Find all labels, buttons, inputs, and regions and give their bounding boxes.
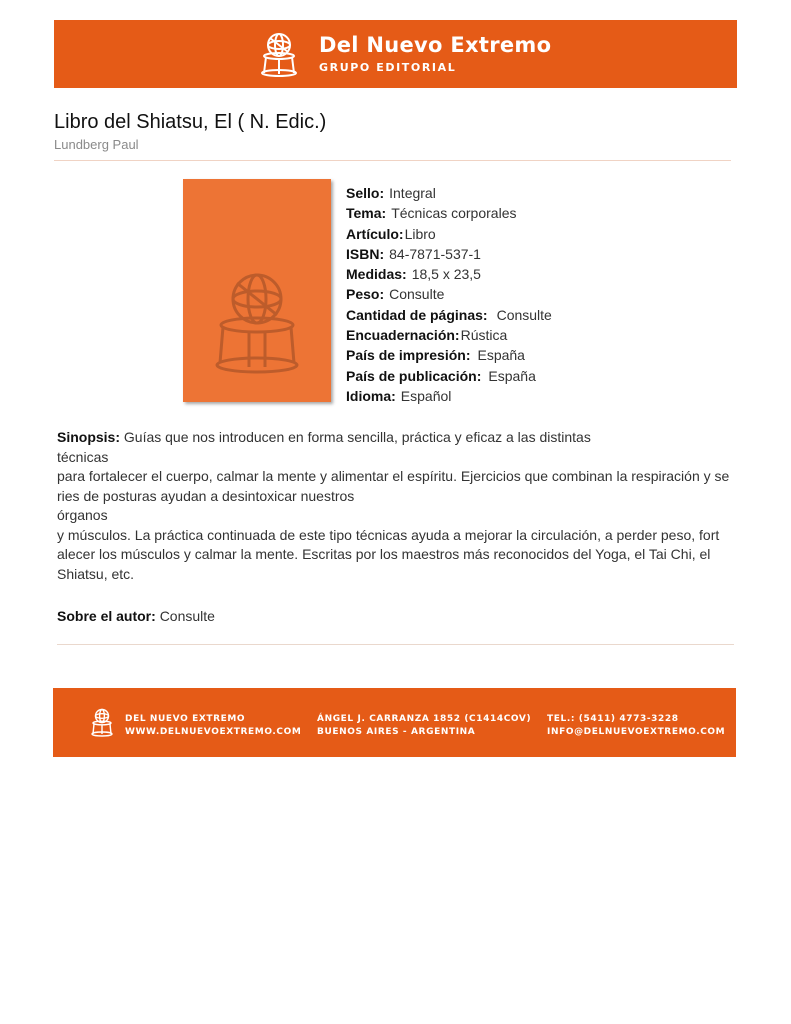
divider [54,160,731,161]
spec-sello [346,183,552,203]
spec-peso [346,284,552,304]
book-specs [346,183,552,406]
footer-publisher [125,713,301,739]
armillary-sphere-icon [258,29,300,79]
spec-articulo [346,224,552,244]
spec-label: Tema: [346,205,387,222]
synopsis-line: Shiatsu, etc. [57,565,135,582]
synopsis-line: alecer los músculos y calmar la mente. Escritas por los maestros más reconocidos del Yoga, el Tai Chi, el [57,546,711,562]
spec-value: Rústica [460,327,508,344]
spec-label: Peso: [346,286,385,303]
footer-street: ÁNGEL J. CARRANZA 1852 (C1414COV) [317,714,532,724]
spec-label: País de publicación: [346,367,482,384]
spec-value: España [477,347,525,364]
about-author-label: Sobre el autor: [57,608,156,624]
footer-banner [53,688,736,757]
spec-label: ISBN: [346,245,385,262]
spec-encuadernacion [346,325,552,345]
spec-value: Español [400,387,452,404]
spec-label: País de impresión: [346,347,471,364]
footer-city: BUENOS AIRES - ARGENTINA [317,727,476,737]
spec-label: Sello: [346,185,385,201]
spec-value: Libro [404,225,436,242]
synopsis [57,428,747,584]
spec-value: España [488,367,536,384]
armillary-sphere-icon [90,707,114,737]
spec-label: Cantidad de páginas: [346,306,488,323]
spec-idioma [346,386,552,406]
spec-isbn [346,244,552,264]
spec-tema [346,203,552,223]
spec-value: 84-7871-537-1 [389,245,481,262]
book-title: Libro del Shiatsu, El ( N. Edic.) [54,111,327,133]
spec-value: Técnicas corporales [391,205,517,222]
publisher-subtitle: GRUPO EDITORIAL [319,61,457,74]
synopsis-line [57,428,747,448]
synopsis-label: Sinopsis: [57,429,121,445]
footer-publisher-name: DEL NUEVO EXTREMO [125,714,246,724]
book-cover [183,179,331,402]
spec-pais-impresion [346,345,552,365]
armillary-sphere-icon [207,265,307,377]
spec-value: 18,5 x 23,5 [411,266,481,283]
footer-email-link[interactable]: INFO@DELNUEVOEXTREMO.COM [547,727,726,737]
footer-website-link[interactable]: WWW.DELNUEVOEXTREMO.COM [125,727,302,737]
synopsis-line: técnicas [57,448,109,465]
synopsis-line: para fortalecer el cuerpo, calmar la mente y alimentar el espíritu. Ejercicios que combinan la respiración y se [57,468,730,484]
footer-phone: TEL.: (5411) 4773-3228 [547,714,679,724]
spec-medidas [346,264,552,284]
spec-value: Integral [389,185,436,201]
synopsis-line: órganos [57,507,108,523]
spec-cantidad-paginas [346,305,552,325]
spec-pais-publicacion [346,366,552,386]
spec-value: Consulte [389,286,445,303]
publisher-wordmark [319,32,551,74]
spec-value: Consulte [496,306,552,323]
header-banner [54,20,737,88]
footer-address [317,713,531,739]
divider [57,644,734,645]
synopsis-text: Guías que nos introducen en forma sencilla, práctica y eficaz a las distintas [123,429,591,445]
footer-contact [547,713,725,739]
publisher-name: Del Nuevo Extremo [319,33,552,57]
spec-label: Idioma: [346,387,396,404]
spec-label: Medidas: [346,266,407,283]
spec-label: Encuadernación: [346,327,460,344]
book-author: Lundberg Paul [54,137,139,152]
about-author-value: Consulte [159,608,215,624]
synopsis-line: y músculos. La práctica continuada de este tipo técnicas ayuda a mejorar la circulación, a perder peso, fort [57,526,720,543]
about-author [57,608,215,624]
spec-label: Artículo: [346,225,404,242]
synopsis-line: ries de posturas ayudan a desintoxicar nuestros [57,487,355,504]
